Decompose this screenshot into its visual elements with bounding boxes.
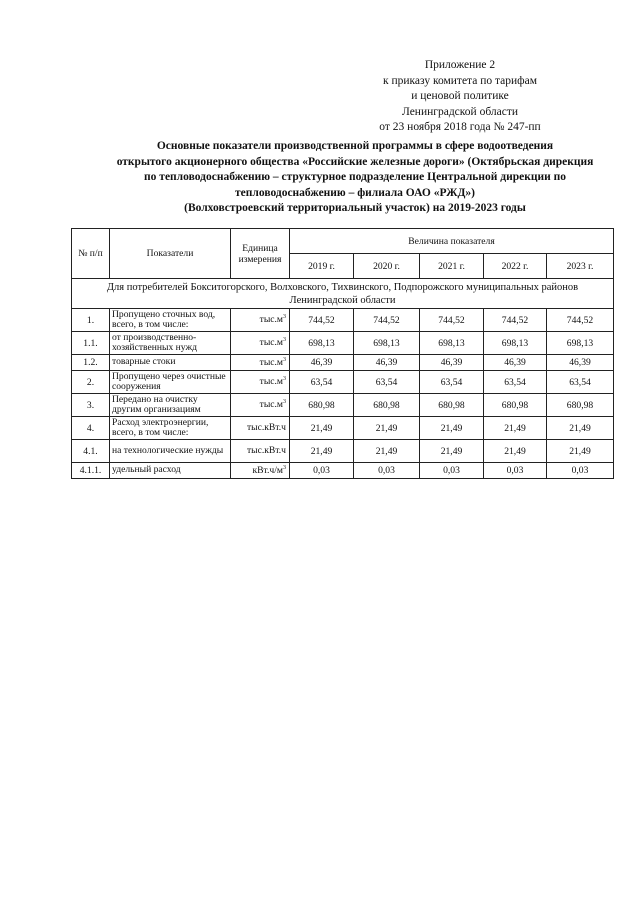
row-num: 4.1. (72, 440, 110, 463)
unit-sup: 3 (283, 376, 286, 383)
row-unit (231, 417, 290, 440)
appendix-line: к приказу комитета по тарифам (383, 74, 537, 87)
table-row (72, 417, 614, 440)
row-value: 21,49 (484, 440, 547, 463)
appendix-line: Приложение 2 (424, 59, 496, 71)
row-num: 1.2. (72, 355, 110, 371)
row-value: 698,13 (290, 332, 354, 355)
row-value: 21,49 (420, 440, 484, 463)
row-unit (231, 309, 290, 332)
row-value: 744,52 (484, 309, 547, 332)
appendix-header (340, 58, 580, 136)
title-line: (Волховстроевский территориальный участок) на 2019-2023 годы (184, 202, 526, 214)
row-value: 680,98 (547, 394, 614, 417)
row-value: 21,49 (290, 440, 354, 463)
row-num: 1. (72, 309, 110, 332)
row-value: 21,49 (354, 440, 420, 463)
title-line: по тепловодоснабжению – структурное подразделение Центральной дирекции по (144, 171, 566, 183)
row-value: 21,49 (547, 417, 614, 440)
unit-sup: 3 (283, 337, 286, 344)
row-value: 21,49 (547, 440, 614, 463)
row-value: 680,98 (354, 394, 420, 417)
unit-text: тыс.м (259, 399, 283, 411)
header-year: 2021 г. (420, 254, 484, 279)
row-value: 680,98 (484, 394, 547, 417)
row-value: 0,03 (547, 463, 614, 479)
row-value: 63,54 (290, 371, 354, 394)
table-row (72, 394, 614, 417)
row-value: 63,54 (420, 371, 484, 394)
row-name: Пропущено через очистные сооружения (110, 371, 231, 394)
header-year: 2022 г. (484, 254, 547, 279)
row-value: 744,52 (354, 309, 420, 332)
row-value: 46,39 (354, 355, 420, 371)
table-row (72, 440, 614, 463)
appendix-line: и ценовой политике (411, 90, 509, 102)
row-value: 0,03 (290, 463, 354, 479)
unit-text: тыс.м (259, 337, 283, 349)
row-name: от производственно-хозяйственных нужд (110, 332, 231, 355)
header-year: 2023 г. (547, 254, 614, 279)
appendix-line: Ленинградской области (401, 105, 519, 118)
row-value: 21,49 (354, 417, 420, 440)
row-value: 46,39 (547, 355, 614, 371)
row-name: Передано на очистку другим организациям (110, 394, 231, 417)
row-value: 744,52 (547, 309, 614, 332)
row-value: 63,54 (547, 371, 614, 394)
row-unit (231, 440, 290, 463)
header-name: Показатели (110, 229, 231, 279)
unit-text: тыс.м (259, 376, 283, 388)
row-unit (231, 394, 290, 417)
row-value: 21,49 (484, 417, 547, 440)
unit-sup: 3 (283, 356, 286, 363)
document-title (70, 139, 640, 217)
table-row (72, 355, 614, 371)
row-value: 46,39 (290, 355, 354, 371)
header-unit: Единица измерения (231, 229, 290, 279)
row-num: 4. (72, 417, 110, 440)
row-value: 63,54 (484, 371, 547, 394)
row-value: 680,98 (290, 394, 354, 417)
indicators-table (71, 228, 614, 479)
row-unit (231, 463, 290, 479)
table-row (72, 332, 614, 355)
row-value: 744,52 (420, 309, 484, 332)
table-row (72, 463, 614, 479)
row-num: 2. (72, 371, 110, 394)
header-num: № п/п (72, 229, 110, 279)
title-line: тепловодоснабжению – филиала ОАО «РЖД») (235, 186, 475, 199)
unit-sup: 3 (283, 314, 286, 321)
unit-sup: 3 (283, 399, 286, 406)
row-unit (231, 332, 290, 355)
row-unit (231, 371, 290, 394)
row-value: 0,03 (484, 463, 547, 479)
appendix-line: от 23 ноября 2018 года № 247-пп (379, 121, 541, 133)
row-value: 698,13 (547, 332, 614, 355)
row-num: 3. (72, 394, 110, 417)
row-name: товарные стоки (110, 355, 231, 371)
row-value: 744,52 (290, 309, 354, 332)
row-value: 46,39 (420, 355, 484, 371)
row-value: 21,49 (290, 417, 354, 440)
row-value: 0,03 (420, 463, 484, 479)
row-name: удельный расход (110, 463, 231, 479)
row-name: на технологические нужды (110, 440, 231, 463)
row-unit (231, 355, 290, 371)
unit-text: тыс.м (259, 357, 283, 369)
row-value: 698,13 (420, 332, 484, 355)
unit-text: тыс.м (259, 314, 283, 326)
category-row: Для потребителей Бокситогорского, Волховского, Тихвинского, Подпорожского муниципальных районов Ленинградской области (72, 279, 614, 309)
unit-text: кВт.ч/м (252, 465, 283, 477)
row-value: 0,03 (354, 463, 420, 479)
table-row (72, 309, 614, 332)
title-line: открытого акционерного общества «Российские железные дороги» (Октябрьская дирекция (116, 155, 594, 168)
header-year: 2019 г. (290, 254, 354, 279)
unit-sup: 3 (283, 464, 286, 471)
table-row (72, 371, 614, 394)
row-name: Расход электроэнергии, всего, в том числе: (110, 417, 231, 440)
row-name: Пропущено сточных вод, всего, в том числе: (110, 309, 231, 332)
row-value: 63,54 (354, 371, 420, 394)
row-value: 21,49 (420, 417, 484, 440)
row-value: 698,13 (484, 332, 547, 355)
unit-text: тыс.кВт.ч (246, 422, 286, 434)
row-value: 698,13 (354, 332, 420, 355)
row-num: 1.1. (72, 332, 110, 355)
row-value: 680,98 (420, 394, 484, 417)
row-value: 46,39 (484, 355, 547, 371)
row-num: 4.1.1. (72, 463, 110, 479)
unit-text: тыс.кВт.ч (246, 445, 286, 457)
header-value: Величина показателя (290, 229, 614, 254)
title-line: Основные показатели производственной программы в сфере водоотведения (156, 140, 554, 152)
header-year: 2020 г. (354, 254, 420, 279)
